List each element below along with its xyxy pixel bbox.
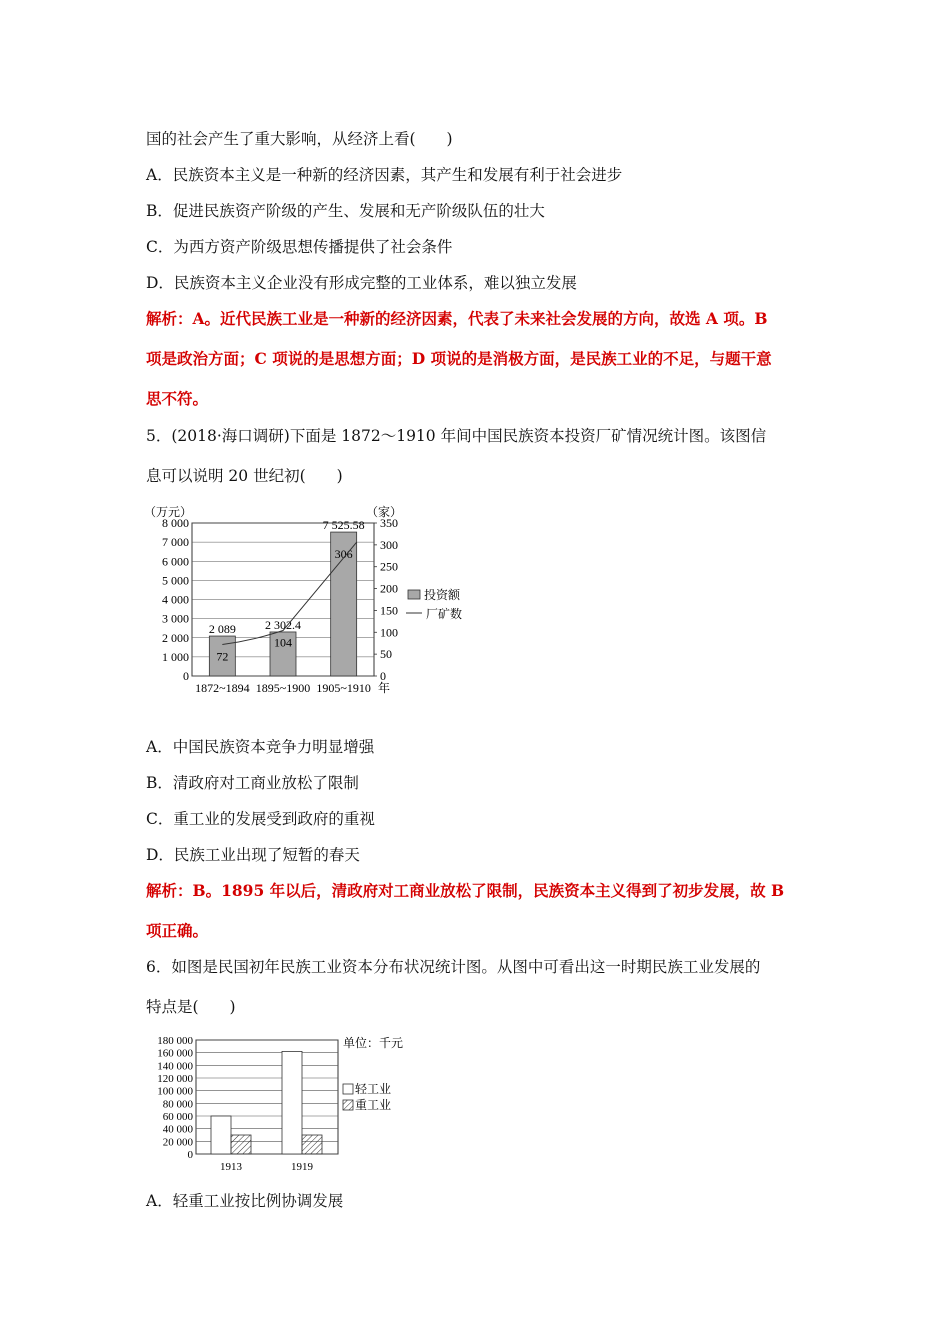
- chart1-bar-label-3: 7 525.58: [322, 518, 365, 533]
- q5-stem-line-1: 5．(2018·海口调研)下面是 1872～1910 年间中国民族资本投资厂矿情况统计图。该图信: [146, 427, 767, 445]
- chart2-y-tick: 120 000: [157, 1073, 193, 1085]
- chart2-x-category-1: 1913: [220, 1161, 242, 1173]
- chart1-right-tick: 50: [380, 647, 392, 662]
- chart2-legend-heavy-swatch: [343, 1100, 353, 1110]
- chart1-right-unit: （家）: [366, 505, 403, 519]
- chart2-y-tick: 140 000: [157, 1060, 193, 1073]
- chart1-line-label-2: 104: [274, 635, 292, 650]
- q4-analysis-line-3: 思不符。: [146, 389, 209, 408]
- chart1-x-category-1: 1872~1894: [195, 681, 250, 695]
- q5-option-a: A．中国民族资本竞争力明显增强: [146, 738, 375, 756]
- chart1-left-tick: 2 000: [162, 630, 189, 645]
- q4-option-b: B．促进民族资产阶级的产生、发展和无产阶级队伍的壮大: [146, 202, 545, 220]
- chart1-legend-line-label: 厂矿数: [426, 607, 463, 621]
- chart2-y-tick: 20 000: [162, 1136, 193, 1149]
- q4-option-d: D．民族资本主义企业没有形成完整的工业体系，难以独立发展: [146, 274, 577, 292]
- chart1-left-tick: 8 000: [162, 516, 189, 530]
- chart1-right-tick: 250: [380, 559, 398, 574]
- chart2-y-tick: 80 000: [162, 1098, 193, 1111]
- chart1-right-tick: 0: [380, 669, 386, 683]
- chart2-legend-light-swatch: [343, 1084, 353, 1094]
- chart1-right-tick: 350: [380, 516, 398, 530]
- chart2-legend-light-label: 轻工业: [355, 1082, 392, 1096]
- chart1-right-tick: 200: [380, 581, 398, 596]
- chart1-x-category-3: 1905~1910: [316, 681, 371, 695]
- chart1-bar-label-1: 2 089: [208, 622, 236, 637]
- q4-option-c: C．为西方资产阶级思想传播提供了社会条件: [146, 238, 453, 256]
- chart1-legend-bar-swatch: [408, 590, 420, 599]
- chart1-right-tick: 150: [380, 603, 398, 618]
- chart1-left-unit: （万元）: [144, 505, 193, 519]
- chart1-right-tick: 300: [380, 537, 398, 552]
- chart1-left-tick: 4 000: [162, 592, 189, 607]
- chart1-left-tick: 1 000: [162, 649, 189, 664]
- chart1-left-tick: 3 000: [162, 611, 189, 626]
- q4-option-a: A．民族资本主义是一种新的经济因素，其产生和发展有利于社会进步: [146, 166, 623, 184]
- chart2-y-tick: 0: [187, 1149, 193, 1161]
- chart2-x-category-2: 1919: [291, 1161, 313, 1173]
- chart1-left-tick: 6 000: [162, 554, 189, 569]
- chart2-y-tick: 60 000: [162, 1111, 193, 1123]
- chart2-unit-label: 单位：千元: [343, 1036, 404, 1050]
- q5-option-d: D．民族工业出现了短暂的春天: [146, 846, 360, 864]
- chart2-y-tick: 160 000: [157, 1047, 193, 1060]
- chart2-y-tick: 180 000: [157, 1035, 193, 1047]
- industry-capital-chart: [140, 1030, 430, 1180]
- q5-option-b: B．清政府对工商业放松了限制: [146, 774, 359, 792]
- q5-stem-line-2: 息可以说明 20 世纪初( ): [146, 467, 343, 485]
- chart1-legend-bar-label: 投资额: [424, 588, 461, 602]
- q5-analysis-line-2: 项正确。: [146, 921, 209, 940]
- q4-analysis-line-2: 项是政治方面；C 项说的是思想方面；D 项说的是消极方面，是民族工业的不足，与题干意: [146, 349, 772, 368]
- q6-stem-line-1: 6．如图是民国初年民族工业资本分布状况统计图。从图中可看出这一时期民族工业发展的: [146, 958, 761, 976]
- investment-chart: [140, 498, 480, 698]
- q6-option-a: A．轻重工业按比例协调发展: [146, 1192, 344, 1210]
- chart2-light-bar-1913: [211, 1116, 231, 1154]
- q5-option-c: C．重工业的发展受到政府的重视: [146, 810, 375, 828]
- q4-analysis-line-1: 解析：A。近代民族工业是一种新的经济因素，代表了未来社会发展的方向，故选 A 项。B: [146, 309, 768, 328]
- chart2-y-tick: 100 000: [157, 1085, 193, 1098]
- chart1-left-tick: 5 000: [162, 573, 189, 588]
- chart1-right-tick: 100: [380, 625, 398, 640]
- chart2-light-bar-1919: [282, 1051, 302, 1154]
- chart1-left-tick: 7 000: [162, 535, 189, 550]
- chart1-line-label-1: 72: [216, 649, 229, 664]
- chart2-legend-heavy-label: 重工业: [355, 1098, 392, 1112]
- chart1-bar-label-2: 2 302.4: [265, 617, 301, 632]
- chart2-heavy-bar-1919: [302, 1135, 322, 1154]
- chart1-left-tick: 0: [183, 669, 189, 683]
- q5-analysis-line-1: 解析：B。1895 年以后，清政府对工商业放松了限制，民族资本主义得到了初步发展，故 B: [146, 881, 785, 900]
- chart1-line-label-3: 306: [334, 547, 353, 562]
- q6-stem-line-2: 特点是( ): [146, 998, 236, 1016]
- chart1-x-category-2: 1895~1900: [255, 681, 311, 695]
- chart2-y-tick: 40 000: [162, 1123, 193, 1136]
- q4-stem-tail: 国的社会产生了重大影响，从经济上看( ): [146, 130, 453, 148]
- chart1-x-unit: 年: [378, 681, 391, 695]
- chart2-heavy-bar-1913: [231, 1135, 251, 1154]
